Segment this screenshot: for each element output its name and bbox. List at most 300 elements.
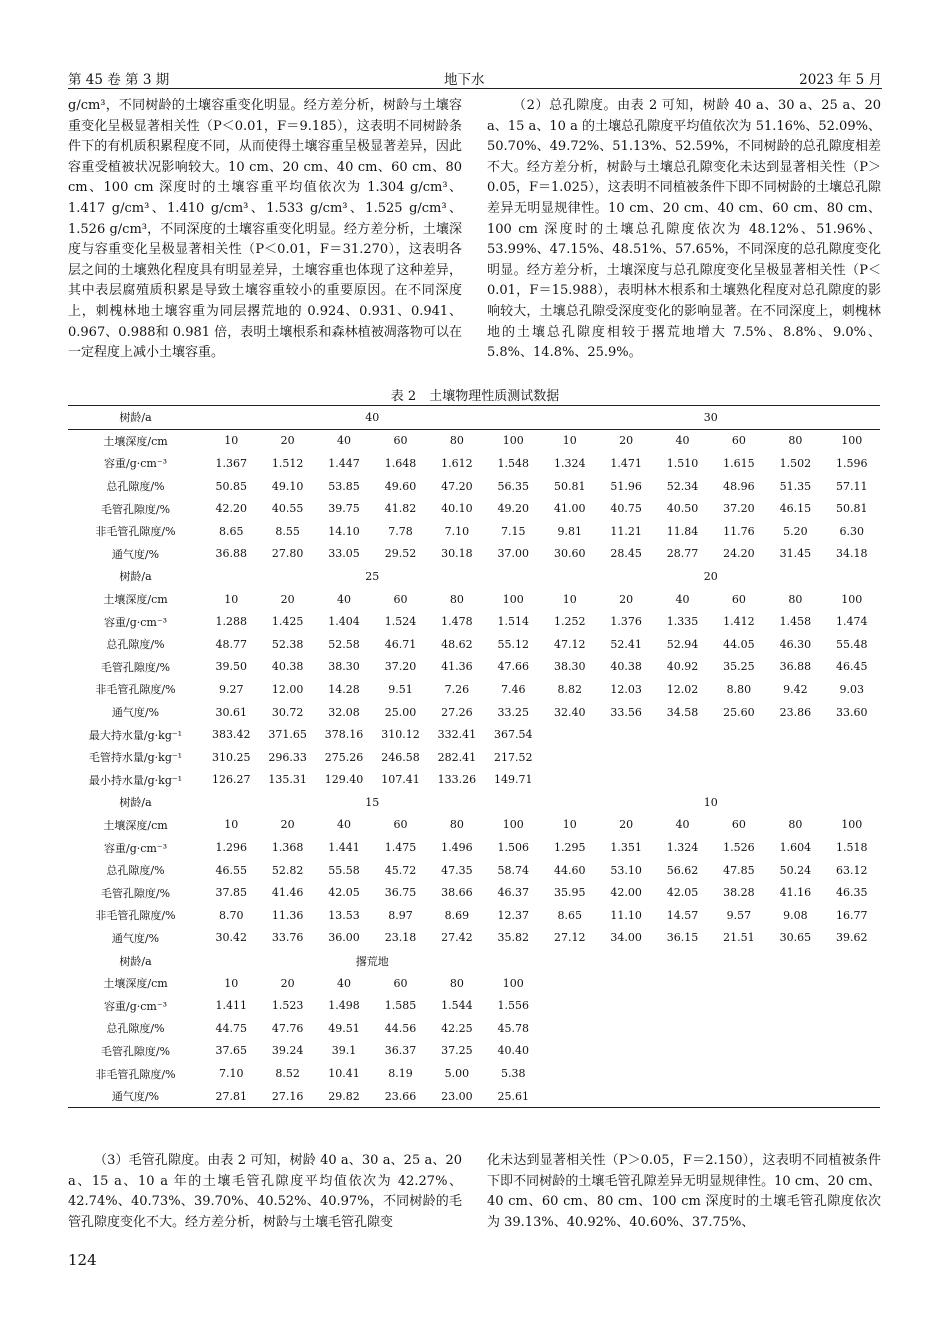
table-cell: 40: [337, 434, 352, 448]
table-cell: [711, 1062, 767, 1085]
table-cell: 52.34: [666, 479, 699, 493]
row-label: 非毛管孔隙度/%: [95, 525, 176, 539]
table-row: [68, 543, 880, 566]
table-cell: 37.20: [723, 502, 755, 516]
table-cell: 37.20: [384, 660, 417, 674]
table-cell: 13.53: [328, 908, 360, 922]
table-cell: 47.35: [441, 863, 473, 877]
table-group-header-row: [68, 406, 880, 430]
table-cell: 56.35: [497, 479, 530, 493]
table-cell: 60: [393, 434, 408, 448]
table-cell: 1.351: [610, 841, 642, 855]
table-cell: 8.65: [218, 524, 244, 538]
table-cell: 80: [788, 592, 803, 606]
table-cell: 100: [502, 976, 524, 990]
table-cell: 8.82: [557, 682, 582, 696]
table-cell: [598, 1062, 654, 1085]
table-cell: 8.55: [275, 524, 300, 538]
table-cell: [542, 1085, 598, 1108]
table-cell: [767, 1062, 823, 1085]
row-label: 土壤深度/cm: [103, 818, 168, 832]
table-cell: 9.81: [557, 524, 582, 538]
right-column-bottom: [487, 1151, 881, 1233]
table-cell: 33.56: [610, 705, 642, 719]
table-cell: 1.474: [836, 615, 868, 629]
table-cell: 282.41: [437, 750, 477, 764]
table-cell: 80: [449, 434, 464, 448]
table-cell: 11.36: [271, 908, 304, 922]
table-cell: [824, 1062, 880, 1085]
table-cell: 36.88: [779, 660, 812, 674]
table-cell: 14.28: [328, 682, 360, 696]
table-cell: 42.20: [215, 502, 247, 516]
table-cell: [824, 1017, 880, 1040]
paragraph-total-porosity: （2）总孔隙度。由表 2 可知，树龄 40 a、30 a、25 a、20 a、15 a、10 a 的土壤总孔隙度平均值依次为 51.16%、52.09%、50.70%、49.72%、51.13%、52.59%，不同树龄的总孔隙度相差不大。经方差分析，树龄与土壤总孔隙变化未达到显著相关性（P＞0.05，F＝1.025），这表明不同植被条件下即不同树龄的土壤总孔隙差异无明显规律性。10 cm、20 cm、40 cm、60 cm、80 cm、100 cm 深度时的土壤总孔隙度依次为 48.12%、51.96%、53.99%、47.15%、48.51%、57.65%，不同深度的总孔隙度变化明显。经方差分析，土壤深度与总孔隙度变化呈极显著相关性（P＜0.01，F＝15.988），表明林木根系和土壤熟化程度对总孔隙度的影响较大，土壤总孔隙受深度变化的影响显著。在不同深度上，刺槐林地的土壤总孔隙度相较于撂荒地增大 7.5%、8.8%、9.0%、5.8%、14.8%、25.9%。: [487, 98, 881, 361]
table-cell: [767, 746, 823, 769]
table-cell: 367.54: [494, 728, 533, 742]
table-cell: 10: [224, 434, 239, 448]
table-cell: [824, 1085, 880, 1108]
table-cell: 30.65: [779, 931, 812, 945]
table-cell: 11.21: [610, 524, 642, 538]
table-cell: 1.544: [441, 999, 473, 1013]
table-cell: 149.71: [494, 773, 533, 787]
table-cell: 8.65: [557, 908, 582, 922]
row-label: 非毛管孔隙度/%: [95, 1067, 176, 1081]
table-cell: [598, 769, 654, 792]
tree-age-b: 30: [542, 406, 881, 430]
table-cell: 37.00: [497, 547, 530, 561]
tree-age-a: 25: [365, 569, 380, 583]
table-cell: 50.85: [215, 479, 247, 493]
table-cell: 55.58: [328, 863, 360, 877]
table-cell: 32.08: [328, 705, 360, 719]
table-cell: 42.05: [666, 886, 699, 900]
table-cell: 11.76: [723, 524, 755, 538]
table-cell: 1.441: [328, 841, 360, 855]
table-cell: [654, 769, 710, 792]
table-cell: [824, 723, 880, 746]
table-row: [68, 497, 880, 520]
table-cell: 5.20: [783, 524, 808, 538]
tree-age-b: 10: [703, 795, 718, 809]
table-cell: 1.324: [553, 456, 586, 470]
row-label: 土壤深度/cm: [103, 434, 168, 448]
table-cell: 135.31: [268, 773, 307, 787]
table-cell: 12.00: [271, 682, 304, 696]
table-cell: 40.10: [441, 502, 473, 516]
table-cell: 9.57: [726, 908, 752, 922]
table-cell: 16.77: [836, 908, 868, 922]
table-cell: 63.12: [836, 863, 868, 877]
table-body: [68, 406, 880, 1108]
table-cell: 41.36: [441, 660, 473, 674]
table-cell: 47.66: [497, 660, 530, 674]
table-cell: 46.30: [779, 637, 812, 651]
table-cell: 40: [337, 592, 352, 606]
table-cell: 1.585: [384, 999, 417, 1013]
table-cell: [711, 723, 767, 746]
table-cell: 1.447: [328, 456, 360, 470]
table-cell: [598, 1085, 654, 1108]
table-cell: 40: [675, 818, 690, 832]
table-cell: 8.52: [275, 1067, 300, 1081]
table-cell: 52.58: [328, 637, 360, 651]
table-cell: 49.60: [384, 479, 417, 493]
row-label: 毛管孔隙度/%: [100, 886, 171, 900]
table-cell: 47.85: [723, 863, 755, 877]
table-cell: 1.526: [723, 841, 755, 855]
table-cell: 133.26: [437, 773, 477, 787]
table-cell: 32.40: [553, 705, 586, 719]
table-cell: 41.00: [553, 502, 586, 516]
table-group-header-row: [68, 565, 880, 588]
table-row: [68, 701, 880, 724]
table-cell: 12.37: [497, 908, 530, 922]
table-cell: 38.28: [723, 886, 755, 900]
row-label: 容重/g·cm⁻³: [103, 841, 168, 855]
table-row: [68, 429, 880, 452]
table-row: [68, 452, 880, 475]
table-cell: 48.62: [441, 637, 473, 651]
table-row: [68, 475, 880, 498]
row-label: 通气度/%: [68, 1085, 203, 1108]
table-row: [68, 746, 880, 769]
table-cell: 9.51: [388, 682, 413, 696]
table-cell: 296.33: [268, 750, 307, 764]
table-cell: 9.42: [783, 682, 808, 696]
table-cell: 8.80: [726, 682, 752, 696]
table-cell: 10.41: [328, 1067, 360, 1081]
table-cell: 30.42: [215, 931, 247, 945]
table-cell: 45.78: [497, 1021, 530, 1035]
table-cell: 1.471: [610, 456, 642, 470]
paragraph-capillary-porosity-cont: 化未达到显著相关性（P＞0.05，F＝2.150），这表明不同植被条件下即不同树龄的土壤毛管孔隙差异无明显规律性。10 cm、20 cm、40 cm、60 cm、80 cm、100 cm 深度时的土壤毛管孔隙度依次为 39.13%、40.92%、40.60%、37.75%、: [487, 1153, 881, 1230]
table-cell: 1.404: [328, 615, 360, 629]
table-cell: 29.82: [316, 1085, 372, 1108]
table-cell: 38.30: [553, 660, 586, 674]
table-cell: 27.16: [259, 1085, 315, 1108]
table-cell: 20: [619, 592, 634, 606]
table-cell: 1.252: [553, 615, 586, 629]
table-cell: 1.324: [666, 841, 699, 855]
table-cell: 310.12: [381, 728, 420, 742]
table-cell: 9.03: [839, 682, 865, 696]
running-header: [68, 66, 882, 89]
table-cell: [824, 994, 880, 1017]
table-cell: 46.45: [836, 660, 868, 674]
row-label: 总孔隙度/%: [106, 480, 165, 494]
table-row: [68, 904, 880, 927]
table-cell: 1.412: [723, 615, 755, 629]
table-cell: 49.51: [328, 1021, 360, 1035]
table-cell: 129.40: [324, 773, 364, 787]
table-cell: 246.58: [381, 750, 420, 764]
table-cell: 56.62: [666, 863, 699, 877]
table-cell: 100: [502, 434, 524, 448]
table-cell: [542, 723, 598, 746]
left-column-bottom: [68, 1151, 462, 1233]
table-cell: 36.15: [666, 931, 699, 945]
table-cell: 30.61: [215, 705, 247, 719]
table-cell: 1.502: [779, 456, 812, 470]
table-cell: 8.19: [388, 1067, 413, 1081]
table-cell: 47.12: [553, 637, 586, 651]
table-cell: 35.25: [723, 660, 755, 674]
table-cell: 11.10: [610, 908, 642, 922]
table-cell: 36.75: [384, 886, 417, 900]
table-cell: 28.77: [666, 547, 699, 561]
table-row: [68, 723, 880, 746]
table-cell: 1.648: [384, 456, 417, 470]
table-cell: 50.24: [779, 863, 812, 877]
table-cell: 49.20: [497, 502, 530, 516]
table-cell: [542, 1040, 598, 1063]
table-cell: 23.00: [429, 1085, 485, 1108]
table-cell: 14.10: [328, 524, 360, 538]
table-cell: 60: [731, 592, 746, 606]
table-cell: 55.48: [836, 637, 868, 651]
table-cell: [711, 1017, 767, 1040]
table-cell: 45.72: [384, 863, 417, 877]
table-cell: 27.26: [441, 705, 473, 719]
table-cell: 40.92: [666, 660, 699, 674]
table-cell: 1.518: [836, 841, 868, 855]
row-label: 毛管持水量/g·kg⁻¹: [88, 751, 183, 765]
table-cell: 100: [502, 592, 524, 606]
table-cell: 7.46: [501, 682, 526, 696]
table-cell: 46.55: [215, 863, 247, 877]
row-label: 非毛管孔隙度/%: [95, 683, 176, 697]
tree-age-a: 撂荒地: [355, 954, 389, 968]
left-column-top: [68, 96, 462, 364]
table-cell: 28.45: [610, 547, 642, 561]
tree-age-a: 15: [365, 795, 380, 809]
table-cell: 38.66: [441, 886, 473, 900]
table-cell: 40.38: [610, 660, 642, 674]
table-cell: 10: [562, 592, 577, 606]
table-cell: [767, 1085, 823, 1108]
table-cell: [767, 723, 823, 746]
table-cell: 5.38: [501, 1067, 526, 1081]
table-cell: 49.10: [271, 479, 304, 493]
table-cell: 25.00: [384, 705, 417, 719]
table-cell: 25.61: [485, 1085, 541, 1108]
table-cell: 21.51: [723, 931, 755, 945]
table-cell: 23.66: [372, 1085, 428, 1108]
table-cell: 10: [562, 818, 577, 832]
table-cell: 40.55: [271, 502, 304, 516]
row-label: 最小持水量/g·kg⁻¹: [88, 773, 183, 787]
table-cell: 275.26: [324, 750, 364, 764]
table-cell: 7.78: [388, 524, 413, 538]
table-cell: [542, 994, 598, 1017]
table-cell: 8.69: [444, 908, 470, 922]
table-cell: 1.512: [271, 456, 304, 470]
table-cell: 10: [224, 976, 239, 990]
row-label: 非毛管孔隙度/%: [95, 909, 176, 923]
table-cell: 7.10: [444, 524, 470, 538]
table-row: [68, 859, 880, 882]
table-cell: 1.596: [836, 456, 868, 470]
table-cell: [711, 1085, 767, 1108]
table-cell: 52.82: [271, 863, 304, 877]
table-cell: 20: [619, 434, 634, 448]
table-cell: 383.42: [211, 728, 251, 742]
table-cell: 10: [562, 434, 577, 448]
table-group-header-row: [68, 949, 880, 972]
table-row: [68, 972, 880, 995]
table-cell: 30.72: [271, 705, 304, 719]
table-cell: 24.20: [723, 547, 755, 561]
table-cell: [542, 1062, 598, 1085]
table-cell: 126.27: [211, 773, 251, 787]
table-cell: 25.60: [723, 705, 755, 719]
table-cell: 1.425: [271, 615, 304, 629]
table-cell: 29.52: [384, 547, 417, 561]
table-cell: 1.615: [723, 456, 755, 470]
right-column-top: [487, 96, 881, 364]
table-cell: 1.478: [441, 615, 473, 629]
table-cell: [654, 972, 710, 995]
table-cell: [654, 1017, 710, 1040]
table-cell: 31.45: [779, 547, 812, 561]
table-cell: 60: [731, 434, 746, 448]
table-row: [68, 994, 880, 1017]
table-cell: 41.16: [779, 886, 812, 900]
table-cell: 48.96: [723, 479, 755, 493]
table-cell: 27.42: [441, 931, 473, 945]
table-row: [68, 633, 880, 656]
table-cell: 40.38: [271, 660, 304, 674]
table-cell: 27.81: [203, 1085, 259, 1108]
table-cell: 310.25: [211, 750, 251, 764]
row-label: 树龄/a: [119, 954, 152, 968]
table-cell: 53.85: [328, 479, 360, 493]
table-cell: [711, 769, 767, 792]
table-cell: 1.288: [215, 615, 247, 629]
table-cell: [824, 746, 880, 769]
table-cell: 1.458: [779, 615, 812, 629]
table-cell: [654, 1085, 710, 1108]
row-label: 容重/g·cm⁻³: [103, 999, 168, 1013]
table-cell: 100: [502, 818, 524, 832]
table-cell: 34.58: [666, 705, 699, 719]
table-cell: [654, 1040, 710, 1063]
table-cell: 41.82: [384, 502, 417, 516]
table-cell: 1.496: [441, 841, 473, 855]
soil-physical-properties-table: [68, 405, 880, 1108]
table-cell: 100: [841, 434, 863, 448]
table-cell: 36.88: [215, 547, 247, 561]
table-cell: [711, 972, 767, 995]
table-cell: 47.20: [441, 479, 473, 493]
table-cell: [654, 1062, 710, 1085]
table-cell: 9.27: [218, 682, 244, 696]
table-cell: 50.81: [553, 479, 586, 493]
table-cell: 23.18: [384, 931, 417, 945]
row-label: 总孔隙度/%: [106, 1022, 165, 1036]
row-label: 树龄/a: [119, 570, 152, 584]
table-cell: 1.376: [610, 615, 642, 629]
tree-age-b: [542, 949, 881, 972]
table-cell: 52.94: [666, 637, 699, 651]
table-cell: 52.41: [610, 637, 642, 651]
row-label: 树龄/a: [68, 406, 203, 430]
table-cell: 80: [449, 592, 464, 606]
table-cell: [598, 746, 654, 769]
table-cell: 58.74: [497, 863, 530, 877]
paragraph-bulk-density: g/cm³，不同树龄的土壤容重变化明显。经方差分析，树龄与土壤容重变化呈极显著相关性（P＜0.01，F＝9.185），这表明不同树龄条件下的有机质积累程度不同，从而使得土壤容重呈极显著差异，因此容重受植被状况影响较大。10 cm、20 cm、40 cm、60 cm、80 cm、100 cm 深度时的土壤容重平均值依次为 1.304 g/cm³、1.417 g/cm³、1.410 g/cm³、1.533 g/cm³、1.525 g/cm³、1.526 g/cm³，不同深度的土壤容重变化明显。经方差分析，土壤深度与容重变化呈极显著相关性（P＜0.01，F＝31.270），这表明各层之间的土壤熟化程度具有明显差异，土壤容重也体现了这种差异，其中表层腐殖质积累是导致土壤容重较小的重要原因。在不同深度上，刺槐林地土壤容重为同层撂荒地的 0.924、0.931、0.941、0.967、0.988和 0.981 倍，表明土壤根系和森林植被凋落物可以在一定程度上减小土壤容重。: [68, 98, 462, 361]
table-cell: 37.65: [215, 1044, 247, 1058]
table-cell: 1.612: [441, 456, 473, 470]
table-cell: 10: [224, 592, 239, 606]
table-cell: 1.296: [215, 841, 247, 855]
table-cell: 27.80: [271, 547, 304, 561]
table-group-header-row: [68, 791, 880, 814]
table-cell: 55.12: [497, 637, 530, 651]
table-cell: 60: [393, 818, 408, 832]
table-cell: 1.604: [779, 841, 812, 855]
table-cell: 1.295: [553, 841, 586, 855]
table-cell: 40: [337, 818, 352, 832]
table-cell: 36.00: [328, 931, 360, 945]
table-cell: 50.81: [836, 502, 868, 516]
table-cell: 1.335: [666, 615, 699, 629]
table-cell: 37.85: [215, 886, 247, 900]
table-cell: 30.60: [553, 547, 586, 561]
table-cell: 23.86: [779, 705, 812, 719]
table-cell: 40: [337, 976, 352, 990]
table-cell: 35.95: [553, 886, 586, 900]
table-cell: 100: [841, 818, 863, 832]
table-row: [68, 678, 880, 701]
table-row: [68, 836, 880, 859]
tree-age-b: 20: [703, 569, 718, 583]
table-cell: 80: [788, 818, 803, 832]
journal-title: 地下水: [444, 72, 485, 88]
table-cell: 1.367: [215, 456, 247, 470]
row-label: 通气度/%: [111, 706, 160, 720]
table-cell: 42.00: [610, 886, 642, 900]
table-cell: [542, 972, 598, 995]
table-cell: [711, 994, 767, 1017]
table-cell: 5.00: [444, 1067, 470, 1081]
table-cell: [654, 994, 710, 1017]
table-cell: [598, 723, 654, 746]
table-cell: 8.70: [218, 908, 244, 922]
table-cell: 1.368: [271, 841, 304, 855]
table-cell: 42.05: [328, 886, 360, 900]
table-cell: 107.41: [381, 773, 420, 787]
table-cell: 20: [280, 592, 295, 606]
table-cell: [598, 1017, 654, 1040]
table-cell: 11.84: [666, 524, 699, 538]
table-cell: 46.37: [497, 886, 530, 900]
row-label: 土壤深度/cm: [103, 593, 168, 607]
table-cell: 12.02: [666, 682, 699, 696]
table-cell: 36.37: [384, 1044, 417, 1058]
table-cell: 30.18: [441, 547, 473, 561]
table-cell: 20: [280, 434, 295, 448]
table-cell: 38.30: [328, 660, 360, 674]
table-cell: 1.510: [666, 456, 699, 470]
table-row: [68, 588, 880, 611]
table-cell: 80: [449, 818, 464, 832]
table-cell: 14.57: [666, 908, 699, 922]
row-label: 总孔隙度/%: [106, 864, 165, 878]
table-cell: 80: [449, 976, 464, 990]
